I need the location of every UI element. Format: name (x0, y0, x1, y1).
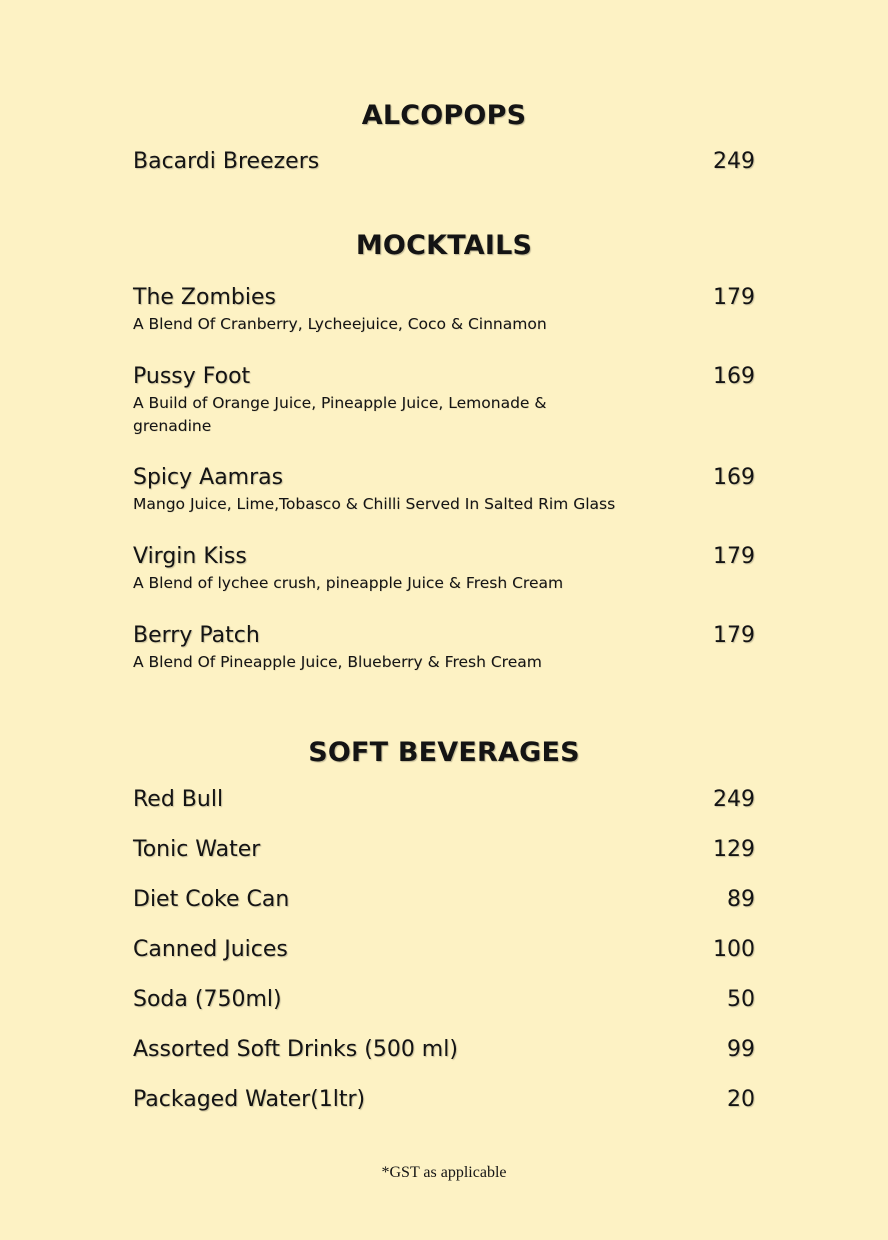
menu-item-bacardi-breezers (133, 149, 755, 174)
item-description: A Blend Of Cranberry, Lycheejuice, Coco & Cinnamon (133, 315, 547, 333)
item-name: Bacardi Breezers (133, 149, 320, 174)
item-description: A Blend Of Pineapple Juice, Blueberry & Fresh Cream (133, 653, 542, 671)
menu-item-pussy-foot (133, 364, 755, 438)
menu-item-spicy-aamras (133, 465, 755, 516)
item-price: 50 (727, 987, 755, 1012)
item-description: A Blend of lychee crush, pineapple Juice & Fresh Cream (133, 574, 564, 592)
item-price: 20 (727, 1087, 755, 1112)
item-price: 89 (727, 887, 755, 912)
menu-item-soda (133, 987, 755, 1012)
item-name: Red Bull (133, 787, 224, 812)
menu-item-red-bull (133, 787, 755, 812)
item-description: Mango Juice, Lime,Tobasco & Chilli Served In Salted Rim Glass (133, 495, 616, 513)
item-name: Virgin Kiss (133, 544, 247, 569)
item-price: 179 (713, 544, 755, 569)
item-price: 169 (713, 465, 755, 490)
item-price: 99 (727, 1037, 755, 1062)
item-name: Diet Coke Can (133, 887, 290, 912)
item-name: Canned Juices (133, 937, 288, 962)
item-name: Soda (750ml) (133, 987, 282, 1012)
menu-item-assorted-soft-drinks (133, 1037, 755, 1062)
item-price: 179 (713, 623, 755, 648)
item-name: Packaged Water(1ltr) (133, 1087, 366, 1112)
menu-item-berry-patch (133, 623, 755, 674)
item-name: The Zombies (133, 285, 276, 310)
item-name: Tonic Water (133, 837, 261, 862)
section-title-mocktails: MOCKTAILS (355, 230, 533, 261)
menu-item-packaged-water (133, 1087, 755, 1112)
section-title-alcopops: ALCOPOPS (361, 100, 527, 131)
item-name: Spicy Aamras (133, 465, 284, 490)
menu-item-tonic-water (133, 837, 755, 862)
menu-item-diet-coke-can (133, 887, 755, 912)
item-description: A Build of Orange Juice, Pineapple Juice, Lemonade & grenadine (133, 394, 547, 435)
item-price: 100 (713, 937, 755, 962)
section-title-soft-beverages: SOFT BEVERAGES (308, 737, 580, 768)
menu-item-the-zombies (133, 285, 755, 336)
gst-footnote: *GST as applicable (381, 1164, 507, 1181)
item-name: Pussy Foot (133, 364, 251, 389)
item-price: 249 (713, 787, 755, 812)
item-name: Assorted Soft Drinks (500 ml) (133, 1037, 458, 1062)
item-name: Berry Patch (133, 623, 260, 648)
menu-item-canned-juices (133, 937, 755, 962)
item-price: 129 (713, 837, 755, 862)
item-price: 179 (713, 285, 755, 310)
item-price: 169 (713, 364, 755, 389)
item-price: 249 (713, 149, 755, 174)
menu-item-virgin-kiss (133, 544, 755, 595)
